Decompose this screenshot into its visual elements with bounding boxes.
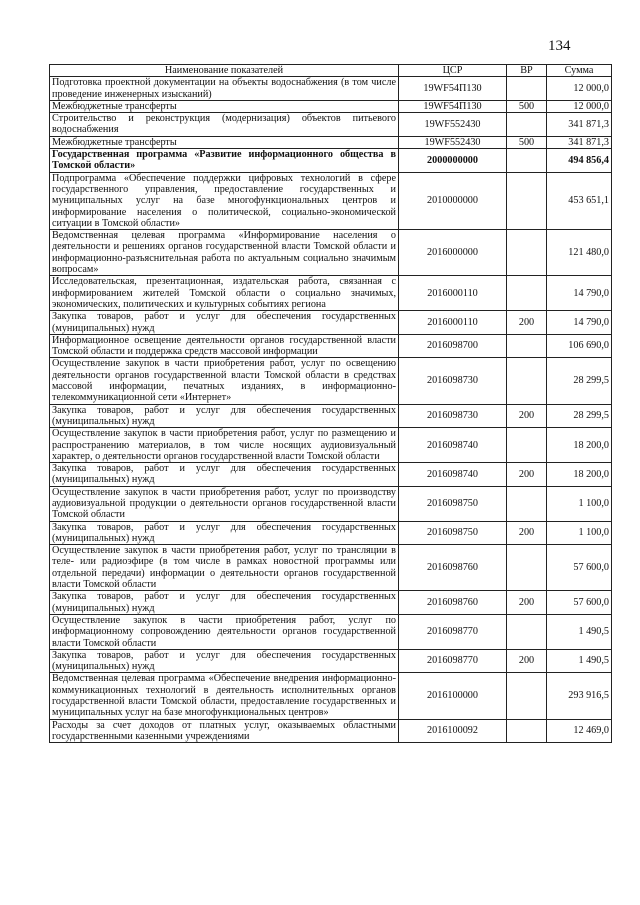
table-row: [50, 404, 612, 428]
row-csr: 2000000000: [399, 149, 507, 173]
row-name: Закупка товаров, работ и услуг для обеспечения государственных (муниципальных) нужд: [50, 591, 399, 615]
row-csr: 2016000110: [399, 276, 507, 311]
row-csr: 19WF54П130: [399, 100, 507, 112]
row-csr: 2016000000: [399, 230, 507, 276]
table-header-row: [50, 65, 612, 77]
row-csr: 2016098740: [399, 463, 507, 487]
row-name: Осуществление закупок в части приобретения работ, услуг по трансляции в теле- или радиоэфире (в том числе в рамках новостной программы или отдельной передачи) информации о деятельности органов государственной власти Томской области: [50, 545, 399, 591]
row-name: Осуществление закупок в части приобретения работ, услуг по информационному сопровождению деятельности органов государственной власти Томской области: [50, 614, 399, 649]
table-row: [50, 545, 612, 591]
row-sum: 106 690,0: [547, 334, 612, 358]
row-name: Исследовательская, презентационная, издательская работа, связанная с информированием жителей Томской области о социально значимых, экономических, политических и культурных событиях региона: [50, 276, 399, 311]
row-sum: 14 790,0: [547, 311, 612, 335]
row-name: Расходы за счет доходов от платных услуг, оказываемых областными государственными казенными учреждениями: [50, 719, 399, 743]
row-csr: 2016098760: [399, 545, 507, 591]
row-csr: 2016098750: [399, 521, 507, 545]
row-sum: 12 000,0: [547, 100, 612, 112]
row-csr: 19WF54П130: [399, 77, 507, 101]
row-csr: 19WF552430: [399, 136, 507, 148]
row-vr: [507, 545, 547, 591]
row-vr: 500: [507, 100, 547, 112]
row-sum: 341 871,3: [547, 136, 612, 148]
row-vr: [507, 486, 547, 521]
row-vr: 200: [507, 404, 547, 428]
table-row: [50, 428, 612, 463]
table-row: [50, 172, 612, 229]
table-row: [50, 614, 612, 649]
row-sum: 57 600,0: [547, 545, 612, 591]
row-vr: 200: [507, 591, 547, 615]
row-sum: 12 000,0: [547, 77, 612, 101]
table-row: [50, 521, 612, 545]
row-name: Государственная программа «Развитие информационного общества в Томской области»: [50, 149, 399, 173]
row-vr: 200: [507, 649, 547, 673]
row-name: Межбюджетные трансферты: [50, 136, 399, 148]
table-row: [50, 149, 612, 173]
row-name: Ведомственная целевая программа «Обеспечение внедрения информационно-коммуникационных технологий в деятельность исполнительных органов государственной власти Томской области, предоставление государственных и муниципальных услуг на базе многофункциональных центров»: [50, 673, 399, 719]
table-row: [50, 486, 612, 521]
budget-table: [49, 64, 612, 743]
row-csr: 2016098700: [399, 334, 507, 358]
row-vr: 200: [507, 311, 547, 335]
table-row: [50, 673, 612, 719]
row-name: Закупка товаров, работ и услуг для обеспечения государственных (муниципальных) нужд: [50, 521, 399, 545]
row-sum: 18 200,0: [547, 428, 612, 463]
row-sum: 57 600,0: [547, 591, 612, 615]
row-sum: 28 299,5: [547, 404, 612, 428]
row-csr: 2010000000: [399, 172, 507, 229]
table-row: [50, 100, 612, 112]
row-name: Ведомственная целевая программа «Информирование населения о деятельности и решениях органов государственной власти Томской области и информационно-разъяснительная работа по актуальным социально значимым вопросам»: [50, 230, 399, 276]
row-name: Осуществление закупок в части приобретения работ, услуг по размещению и распространению материалов, в том числе носящих аудиовизуальный характер, о деятельности органов государственной власти Томской области: [50, 428, 399, 463]
row-sum: 494 856,4: [547, 149, 612, 173]
table-row: [50, 463, 612, 487]
table-row: [50, 591, 612, 615]
row-name: Закупка товаров, работ и услуг для обеспечения государственных (муниципальных) нужд: [50, 311, 399, 335]
row-vr: [507, 113, 547, 137]
header-name: Наименование показателей: [50, 65, 399, 77]
row-vr: [507, 77, 547, 101]
table-row: [50, 77, 612, 101]
row-csr: 2016098740: [399, 428, 507, 463]
row-vr: [507, 334, 547, 358]
row-sum: 1 100,0: [547, 486, 612, 521]
table-row: [50, 136, 612, 148]
header-vr: ВР: [507, 65, 547, 77]
row-sum: 1 490,5: [547, 614, 612, 649]
header-csr: ЦСР: [399, 65, 507, 77]
row-vr: 200: [507, 463, 547, 487]
row-sum: 1 490,5: [547, 649, 612, 673]
row-name: Подготовка проектной документации на объекты водоснабжения (в том числе проведение инженерных изысканий): [50, 77, 399, 101]
row-name: Закупка товаров, работ и услуг для обеспечения государственных (муниципальных) нужд: [50, 463, 399, 487]
row-vr: [507, 358, 547, 404]
row-sum: 453 651,1: [547, 172, 612, 229]
row-sum: 28 299,5: [547, 358, 612, 404]
table-row: [50, 649, 612, 673]
row-vr: [507, 614, 547, 649]
table-row: [50, 358, 612, 404]
row-vr: [507, 428, 547, 463]
row-sum: 121 480,0: [547, 230, 612, 276]
row-csr: 2016098730: [399, 404, 507, 428]
row-vr: [507, 719, 547, 743]
row-vr: [507, 172, 547, 229]
row-vr: 200: [507, 521, 547, 545]
row-vr: [507, 230, 547, 276]
row-vr: [507, 149, 547, 173]
row-csr: 2016098770: [399, 649, 507, 673]
row-sum: 18 200,0: [547, 463, 612, 487]
row-vr: [507, 276, 547, 311]
table-row: [50, 276, 612, 311]
table-row: [50, 719, 612, 743]
row-csr: 2016000110: [399, 311, 507, 335]
row-name: Межбюджетные трансферты: [50, 100, 399, 112]
row-name: Информационное освещение деятельности органов государственной власти Томской области и поддержка средств массовой информации: [50, 334, 399, 358]
row-csr: 2016100092: [399, 719, 507, 743]
table-row: [50, 311, 612, 335]
row-name: Подпрограмма «Обеспечение поддержки цифровых технологий в сфере государственного управления, предоставление государственных и муниципальных услуг на базе многофункциональных центров и информирование населения о политической, социально-экономической ситуации в Томской области»: [50, 172, 399, 229]
table-row: [50, 113, 612, 137]
row-csr: 2016100000: [399, 673, 507, 719]
row-name: Закупка товаров, работ и услуг для обеспечения государственных (муниципальных) нужд: [50, 404, 399, 428]
page-number: 134: [548, 38, 571, 54]
row-csr: 2016098770: [399, 614, 507, 649]
table-body: [50, 77, 612, 743]
row-name: Осуществление закупок в части приобретения работ, услуг по производству аудиовизуальной продукции о деятельности органов государственной власти Томской области: [50, 486, 399, 521]
header-sum: Сумма: [547, 65, 612, 77]
row-csr: 2016098750: [399, 486, 507, 521]
row-name: Закупка товаров, работ и услуг для обеспечения государственных (муниципальных) нужд: [50, 649, 399, 673]
row-vr: 500: [507, 136, 547, 148]
row-name: Осуществление закупок в части приобретения работ, услуг по освещению деятельности органов государственной власти Томской области в средствах массовой информации, печатных изданиях, в информационно-телекоммуникационной сети «Интернет»: [50, 358, 399, 404]
table-row: [50, 334, 612, 358]
row-sum: 293 916,5: [547, 673, 612, 719]
row-csr: 2016098730: [399, 358, 507, 404]
row-sum: 12 469,0: [547, 719, 612, 743]
row-name: Строительство и реконструкция (модернизация) объектов питьевого водоснабжения: [50, 113, 399, 137]
row-csr: 19WF552430: [399, 113, 507, 137]
row-sum: 14 790,0: [547, 276, 612, 311]
row-sum: 1 100,0: [547, 521, 612, 545]
row-csr: 2016098760: [399, 591, 507, 615]
row-vr: [507, 673, 547, 719]
row-sum: 341 871,3: [547, 113, 612, 137]
table-row: [50, 230, 612, 276]
